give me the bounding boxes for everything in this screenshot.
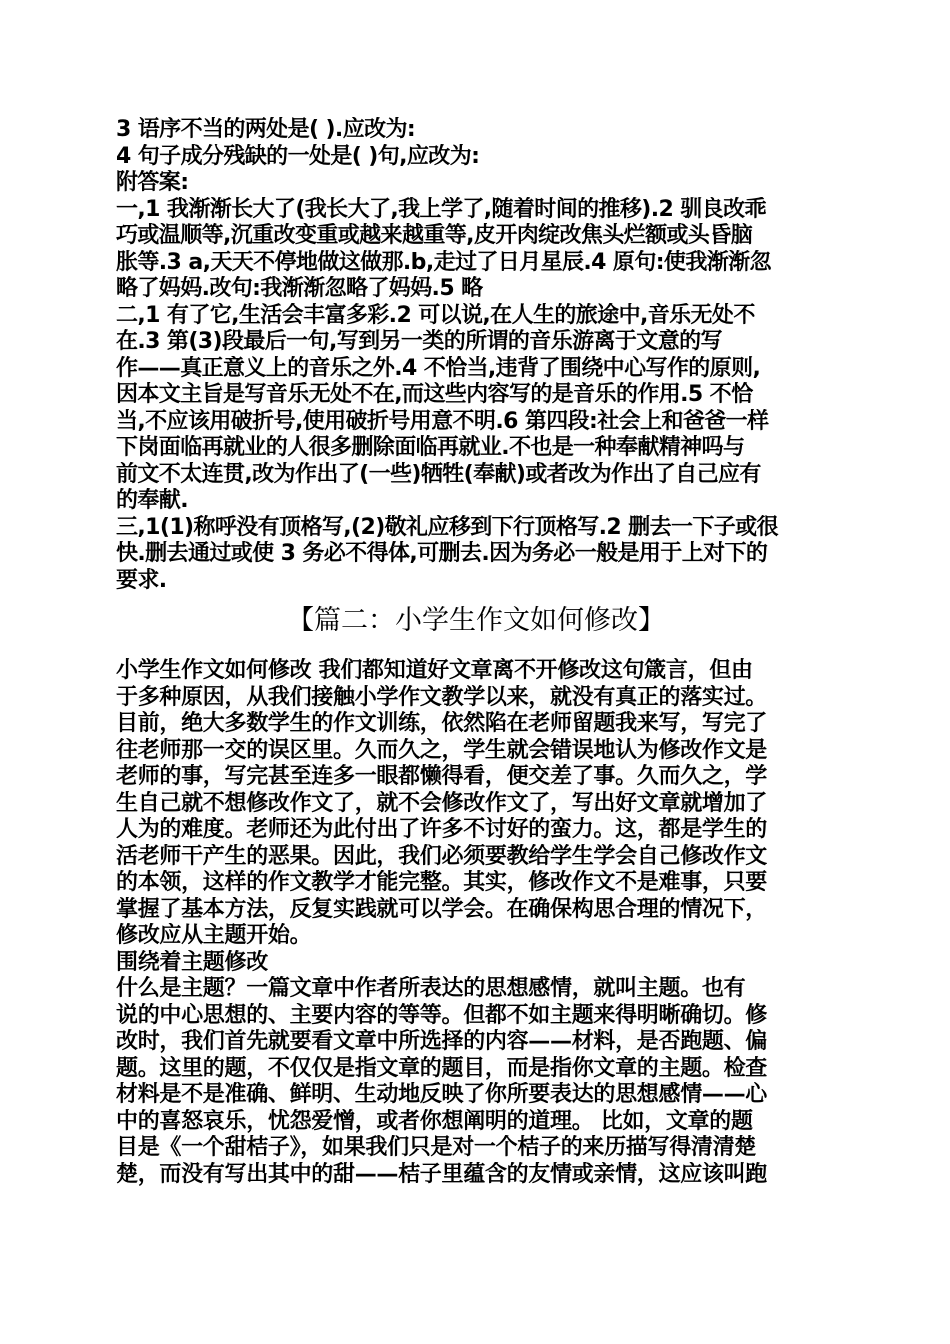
text-line: 4 句子成分残缺的一处是( )句,应改为: [116, 143, 480, 169]
text-line: 目前，绝大多数学生的作文训练，依然陷在老师留题我来写，写完了 [116, 711, 768, 736]
essay-section [116, 658, 836, 1188]
text-line: 活老师干产生的恶果。因此，我们必须要教给学生学会自己修改作文 [116, 843, 768, 869]
text-line: 3 语序不当的两处是( ).应改为: [116, 117, 416, 142]
text-line: 材料是不是准确、鲜明、生动地反映了你所要表达的思想感情——心 [116, 1082, 768, 1107]
text-line: 一,1 我渐渐长大了(我长大了,我上学了,随着时间的推移).2 驯良改乖 [116, 196, 766, 222]
text-line: 二,1 有了它,生活会丰富多彩.2 可以说,在人生的旅途中,音乐无处不 [116, 302, 755, 328]
text-line: 因本文主旨是写音乐无处不在,而这些内容写的是音乐的作用.5 不恰 [116, 382, 753, 407]
text-line: 题。这里的题，不仅仅是指文章的题目，而是指你文章的主题。检查 [116, 1055, 768, 1081]
text-line: 什么是主题？一篇文章中作者所表达的思想感情，就叫主题。也有 [116, 976, 746, 1001]
text-line: 三,1(1)称呼没有顶格写,(2)敬礼应移到下行顶格写.2 删去一下子或很 [116, 514, 778, 540]
text-line: 要求. [116, 567, 167, 593]
document-content [116, 117, 836, 1188]
text-line: 前文不太连贯,改为作出了(一些)牺牲(奉献)或者改为作出了自己应有 [116, 461, 761, 487]
text-line: 下岗面临再就业的人很多删除面临再就业.不也是一种奉献精神吗与 [116, 435, 745, 460]
text-line: 的奉献. [116, 488, 188, 513]
text-line: 改时，我们首先就要看文章中所选择的内容——材料，是否跑题、偏 [116, 1029, 768, 1054]
text-line: 小学生作文如何修改 我们都知道好文章离不开修改这句箴言，但由 [116, 658, 753, 683]
text-line: 当,不应该用破折号,使用破折号用意不明.6 第四段:社会上和爸爸一样 [116, 408, 769, 434]
text-line: 胀等.3 a,天天不停地做这做那.b,走过了日月星辰.4 原句:使我渐渐忽 [116, 249, 771, 275]
text-line: 修改应从主题开始。 [116, 923, 312, 948]
text-line: 的本领，这样的作文教学才能完整。其实，修改作文不是难事，只要 [116, 870, 768, 895]
text-line: 老师的事，写完甚至连多一眼都懒得看，便交差了事。久而久之，学 [116, 764, 768, 789]
section-heading: 【篇二：小学生作文如何修改】 [287, 605, 665, 636]
text-line: 中的喜怒哀乐，忧怨爱憎，或者你想阐明的道理。 比如，文章的题 [116, 1108, 753, 1134]
text-line: 生自己就不想修改作文了，就不会修改作文了，写出好文章就增加了 [116, 790, 768, 816]
text-line: 在.3 第(3)段最后一句,写到另一类的所谓的音乐游离于文意的写 [116, 329, 722, 354]
subheading-line: 围绕着主题修改 [116, 949, 268, 975]
text-line: 楚，而没有写出其中的甜——桔子里蕴含的友情或亲情，这应该叫跑 [116, 1161, 768, 1187]
text-line: 作——真正意义上的音乐之外.4 不恰当,违背了围绕中心写作的原则, [116, 355, 761, 381]
text-line: 掌握了基本方法，反复实践就可以学会。在确保构思合理的情况下， [116, 896, 768, 922]
text-line: 于多种原因，从我们接触小学作文教学以来，就没有真正的落实过。 [116, 684, 768, 710]
text-line: 人为的难度。老师还为此付出了许多不讨好的蛮力。这，都是学生的 [116, 817, 768, 842]
text-line: 说的中心思想的、主要内容的等等。但都不如主题来得明晰确切。修 [116, 1002, 768, 1028]
text-line: 略了妈妈.改句:我渐渐忽略了妈妈.5 略 [116, 276, 483, 301]
answer-section [116, 117, 836, 594]
text-line: 往老师那一交的误区里。久而久之，学生就会错误地认为修改作文是 [116, 737, 768, 763]
text-line: 目是《一个甜桔子》，如果我们只是对一个桔子的来历描写得清清楚 [116, 1135, 757, 1160]
text-line: 附答案: [116, 170, 189, 195]
text-line: 巧或温顺等,沉重改变重或越来越重等,皮开肉绽改焦头烂额或头昏脑 [116, 223, 753, 248]
text-line: 快.删去通过或使 3 务必不得体,可删去.因为务必一般是用于上对下的 [116, 541, 768, 566]
